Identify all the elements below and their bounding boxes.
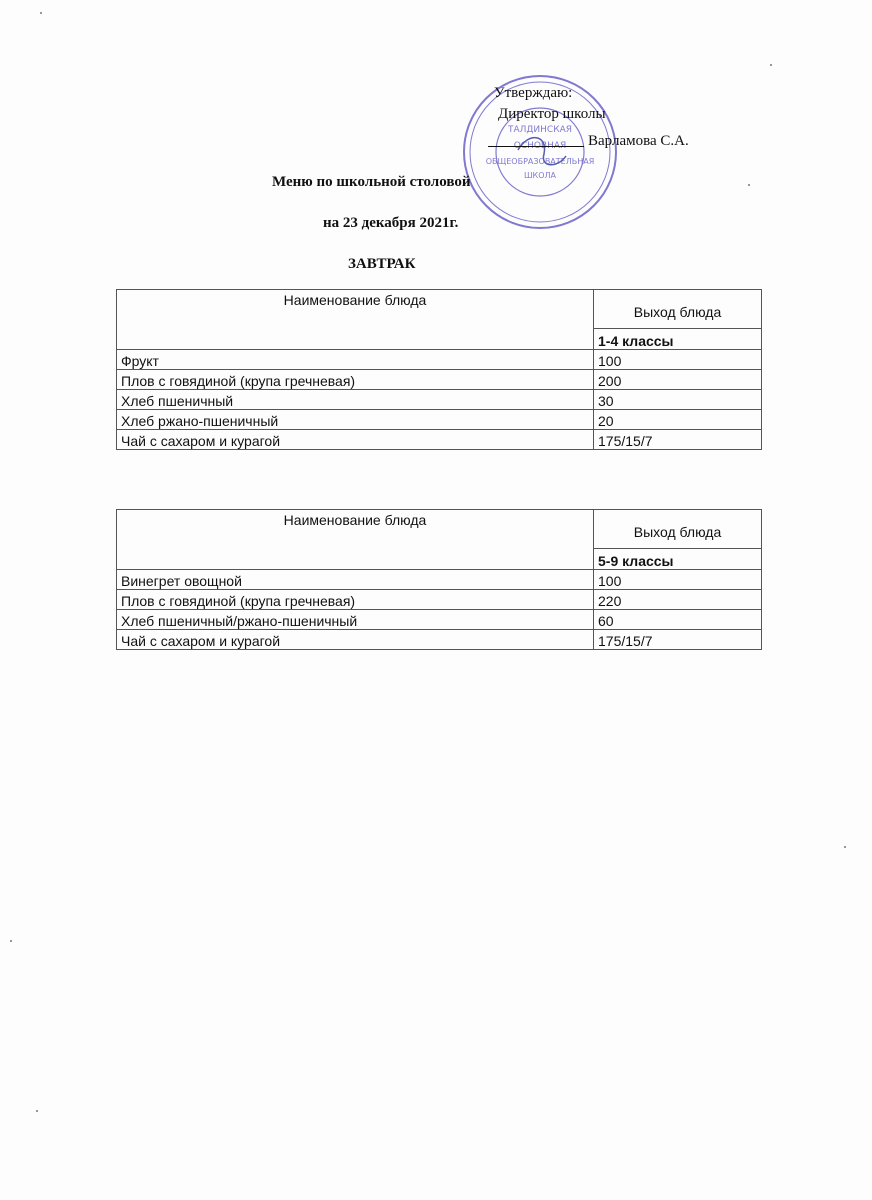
dish-yield: 20 bbox=[594, 410, 762, 430]
menu-title: Меню по школьной столовой bbox=[272, 174, 471, 190]
svg-text:ТАЛДИНСКАЯ: ТАЛДИНСКАЯ bbox=[507, 125, 573, 135]
dish-yield: 100 bbox=[594, 570, 762, 590]
dish-yield: 100 bbox=[594, 350, 762, 370]
menu-table-5-9 bbox=[116, 509, 762, 650]
approval-position: Директор школы bbox=[498, 106, 606, 122]
scan-speck bbox=[10, 940, 12, 942]
approver-name: Варламова С.А. bbox=[588, 133, 689, 149]
dish-name: Винегрет овощной bbox=[117, 570, 594, 590]
scan-speck bbox=[748, 184, 750, 186]
dish-name: Хлеб ржано-пшеничный bbox=[117, 410, 594, 430]
dish-yield: 175/15/7 bbox=[594, 630, 762, 650]
dish-name: Чай с сахаром и курагой bbox=[117, 430, 594, 450]
signature-line bbox=[488, 132, 584, 147]
column-header-name: Наименование блюда bbox=[117, 510, 594, 570]
column-header-name: Наименование блюда bbox=[117, 290, 594, 350]
svg-text:ОБЩЕОБРАЗОВАТЕЛЬНАЯ: ОБЩЕОБРАЗОВАТЕЛЬНАЯ bbox=[485, 157, 595, 166]
scan-speck bbox=[36, 1110, 38, 1112]
grade-label: 1-4 классы bbox=[594, 329, 762, 350]
dish-yield: 60 bbox=[594, 610, 762, 630]
scan-speck bbox=[844, 846, 846, 848]
menu-date: на 23 декабря 2021г. bbox=[323, 215, 459, 231]
table-row bbox=[117, 570, 762, 590]
table-row bbox=[117, 390, 762, 410]
scan-speck bbox=[40, 12, 42, 14]
dish-name: Чай с сахаром и курагой bbox=[117, 630, 594, 650]
dish-name: Фрукт bbox=[117, 350, 594, 370]
approval-signature bbox=[488, 132, 689, 151]
column-header-yield: Выход блюда bbox=[594, 290, 762, 329]
table-row bbox=[117, 590, 762, 610]
dish-yield: 175/15/7 bbox=[594, 430, 762, 450]
table-row bbox=[117, 610, 762, 630]
dish-yield: 220 bbox=[594, 590, 762, 610]
menu-table-1-4 bbox=[116, 289, 762, 450]
column-header-yield: Выход блюда bbox=[594, 510, 762, 549]
dish-yield: 200 bbox=[594, 370, 762, 390]
table-row bbox=[117, 350, 762, 370]
grade-label: 5-9 классы bbox=[594, 549, 762, 570]
scan-speck bbox=[770, 64, 772, 66]
dish-name: Хлеб пшеничный bbox=[117, 390, 594, 410]
svg-text:ОСНОВНАЯ: ОСНОВНАЯ bbox=[513, 141, 567, 151]
dish-name: Плов с говядиной (крупа гречневая) bbox=[117, 590, 594, 610]
table-row bbox=[117, 370, 762, 390]
svg-text:ШКОЛА: ШКОЛА bbox=[523, 171, 557, 180]
table-row bbox=[117, 630, 762, 650]
dish-yield: 30 bbox=[594, 390, 762, 410]
dish-name: Плов с говядиной (крупа гречневая) bbox=[117, 370, 594, 390]
table-row bbox=[117, 430, 762, 450]
dish-name: Хлеб пшеничный/ржано-пшеничный bbox=[117, 610, 594, 630]
table-row bbox=[117, 410, 762, 430]
meal-label: ЗАВТРАК bbox=[348, 256, 416, 272]
approval-heading: Утверждаю: bbox=[494, 85, 573, 101]
